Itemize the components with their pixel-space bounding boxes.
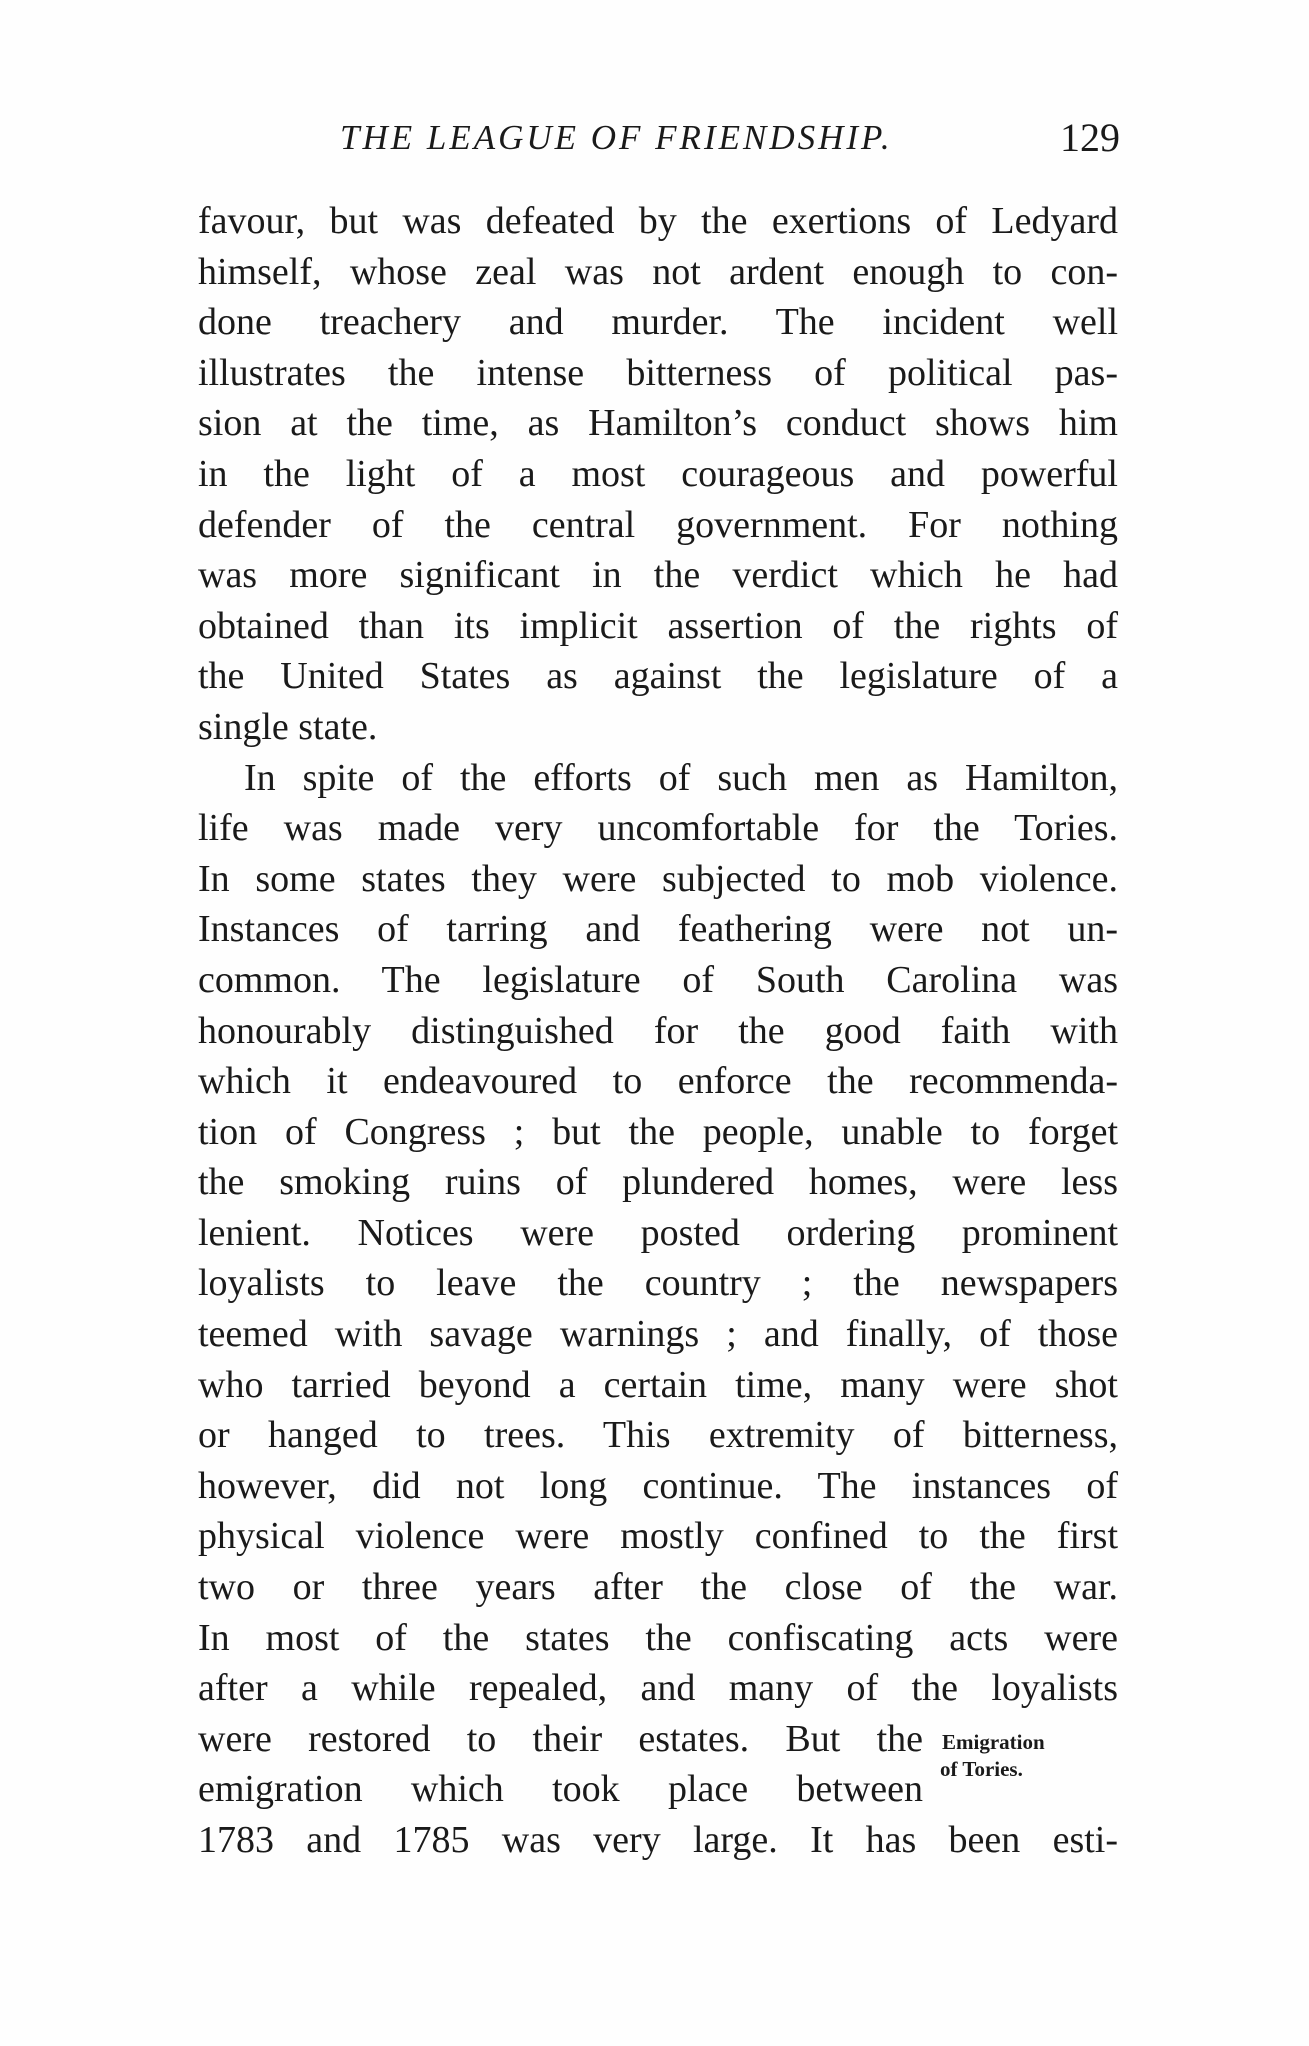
text-line: life was made very uncomfortable for the Tories.	[198, 807, 1118, 850]
marginal-note-line: Emigration	[942, 1730, 1045, 1754]
text-line: lenient. Notices were posted ordering prominent	[198, 1211, 1118, 1254]
text-line: however, did not long continue. The instances of	[198, 1464, 1118, 1507]
text-line: honourably distinguished for the good faith with	[198, 1009, 1118, 1052]
text-line: himself, whose zeal was not ardent enough to con-	[198, 250, 1118, 293]
text-line: teemed with savage warnings ; and finally, of those	[198, 1313, 1118, 1356]
text-line: after a while repealed, and many of the loyalists	[198, 1667, 1118, 1710]
text-line: physical violence were mostly confined to the first	[198, 1515, 1118, 1558]
text-line: 1783 and 1785 was very large. It has been esti-	[198, 1819, 1118, 1861]
body-text	[198, 196, 1118, 1866]
text-line: favour, but was defeated by the exertions of Ledyard	[198, 200, 1118, 242]
text-line: defender of the central government. For nothing	[198, 503, 1118, 546]
text-line: In some states they were subjected to mob violence.	[198, 857, 1118, 900]
text-line: common. The legislature of South Carolina was	[198, 958, 1118, 1001]
text-line: in the light of a most courageous and powerful	[198, 452, 1118, 495]
text-line: were restored to their estates. But the	[198, 1717, 923, 1760]
running-title: THE LEAGUE OF FRIENDSHIP.	[340, 118, 893, 157]
text-line: sion at the time, as Hamilton’s conduct shows him	[198, 402, 1118, 445]
text-line: tion of Congress ; but the people, unable to forget	[198, 1110, 1118, 1153]
text-line: loyalists to leave the country ; the newspapers	[198, 1262, 1118, 1305]
text-line: the smoking ruins of plundered homes, were less	[198, 1161, 1118, 1204]
text-line: obtained than its implicit assertion of the rights of	[198, 604, 1118, 647]
text-line: or hanged to trees. This extremity of bitterness,	[198, 1414, 1118, 1457]
text-line: illustrates the intense bitterness of political pas-	[198, 351, 1118, 394]
text-line: done treachery and murder. The incident well	[198, 301, 1118, 344]
marginal-note-line: of Tories.	[940, 1757, 1023, 1781]
text-line: which it endeavoured to enforce the recommenda-	[198, 1060, 1118, 1103]
text-line: two or three years after the close of the war.	[198, 1566, 1118, 1609]
page-number: 129	[1060, 115, 1120, 160]
page-header	[340, 115, 1120, 168]
text-line: emigration which took place between	[198, 1768, 923, 1811]
paragraph-end-line: single state.	[198, 705, 378, 748]
marginal-note	[940, 1729, 1100, 1783]
text-line: was more significant in the verdict which he had	[198, 554, 1118, 597]
text-line: Instances of tarring and feathering were not un-	[198, 908, 1118, 951]
paragraph-start-line: In spite of the efforts of such men as Hamilton,	[244, 756, 1118, 799]
text-line: the United States as against the legislature of a	[198, 655, 1118, 698]
text-line: In most of the states the confiscating acts were	[198, 1616, 1118, 1659]
text-line: who tarried beyond a certain time, many were shot	[198, 1363, 1118, 1406]
